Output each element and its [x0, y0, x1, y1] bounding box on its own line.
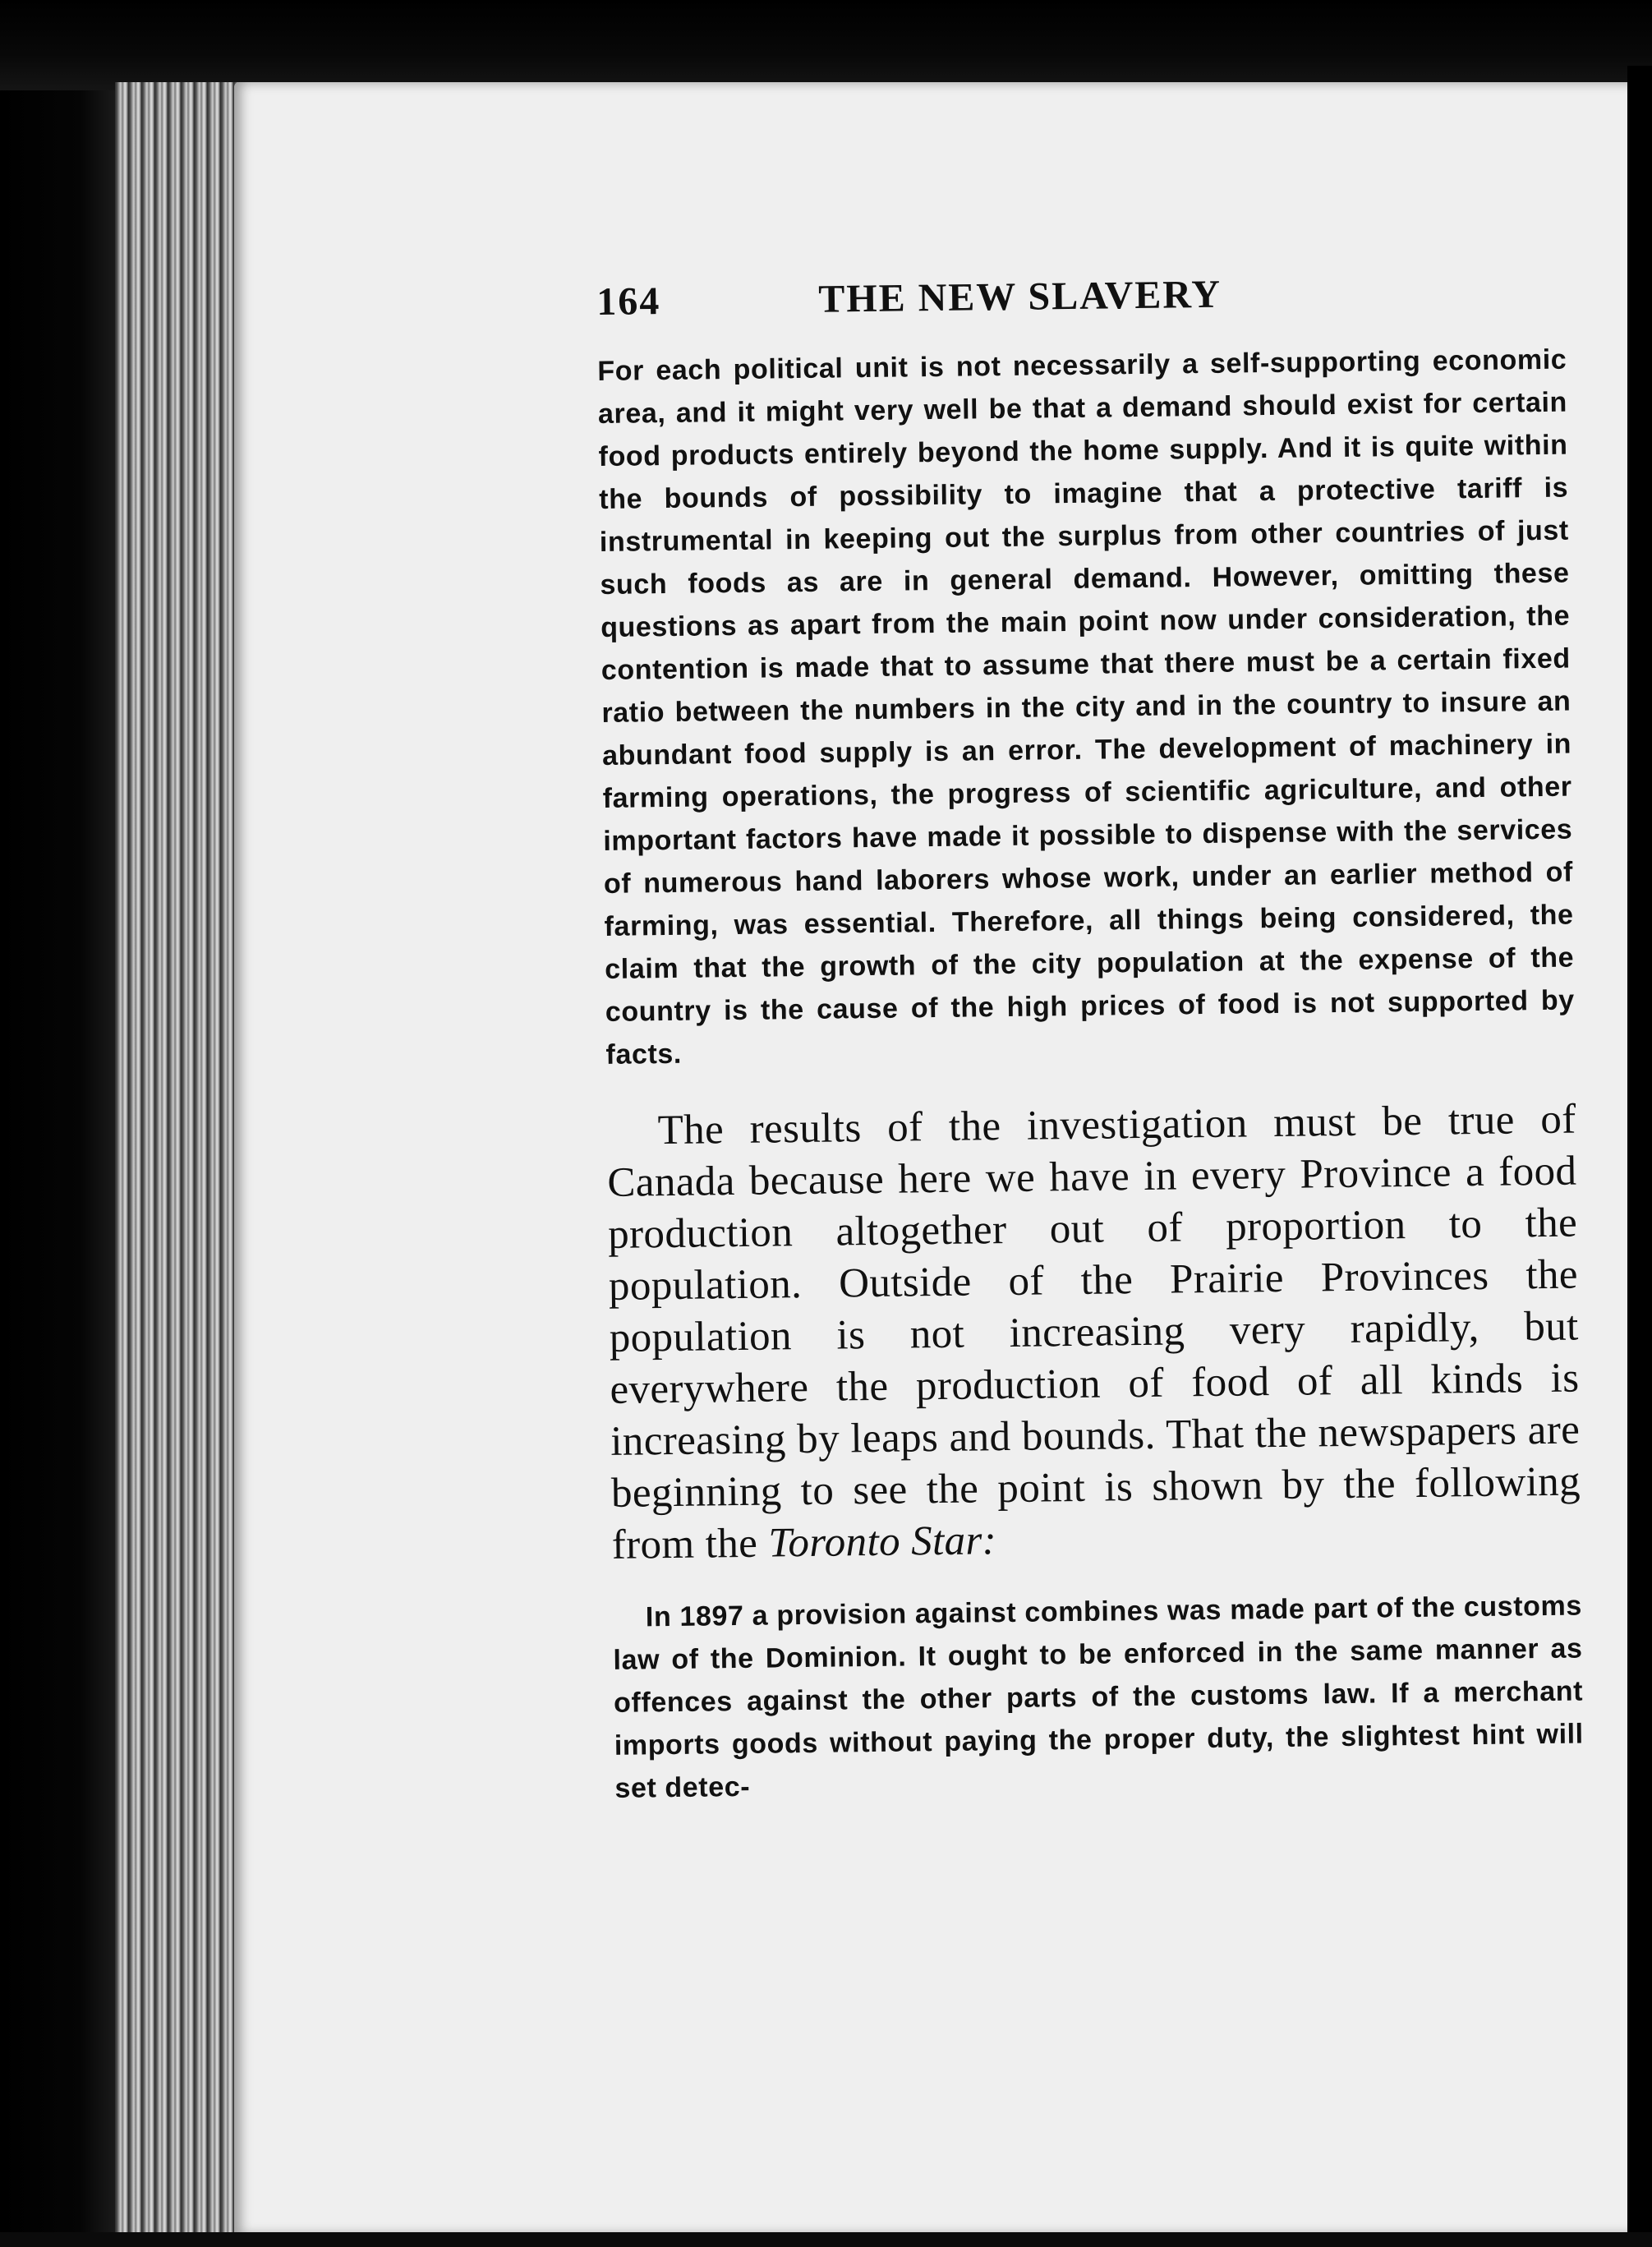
paragraph-main-text: The results of the investigation must be true of Canada because here we have in every Province a food production altogether out of proportion to the population. Outside of the Prairie Provinces the population is not increasing very rapidly, but everywhere the production of food of all kinds is increasing by leaps and bounds. That the newspapers are beginning to see the point is shown by the following from the — [607, 1096, 1581, 1568]
page-content — [596, 268, 1585, 1810]
page-number: 164 — [596, 279, 661, 324]
scan-bottom-border — [0, 2232, 1652, 2247]
newspaper-name: Toronto Star: — [768, 1517, 997, 1567]
running-head — [596, 268, 1567, 337]
book-title: THE NEW SLAVERY — [817, 272, 1222, 321]
quotation: In 1897 a provision against combines was made part of the customs law of the Dominion. It ought to be enforced in the same manner as offences against the other parts of the customs law. If a merchant imports goods without paying the proper duty, the slightest hint will set detec- — [613, 1590, 1584, 1804]
scan-gutter — [0, 82, 115, 2247]
paragraph-continued: For each political unit is not necessarily a self-supporting economic area, and it might very well be that a demand should exist for certain food products entirely beyond the home supply. And it is quite within the bounds of possibility to imagine that a protective tariff is instrumental in keeping out the surplus from other countries of just such foods as are in general demand. However, omitting these questions as apart from the main point now under consideration, the contention is made that to assume that there must be a certain fixed ratio between the numbers in the city and in the country to insure an abundant food supply is an error. The development of machinery in farming operations, the progress of scientific agriculture, and other important factors have made it possible to dispense with the services of numerous hand laborers whose work, under an earlier method of farming, was essential. Therefore, all things being considered, the claim that the growth of the city population at the expense of the country is the cause of the high prices of food is not supported by facts. — [597, 343, 1576, 1071]
paragraph-main — [606, 1094, 1581, 1572]
book-page-edges — [115, 82, 238, 2247]
scan-right-border — [1627, 66, 1652, 2247]
scan-top-border — [0, 0, 1652, 90]
